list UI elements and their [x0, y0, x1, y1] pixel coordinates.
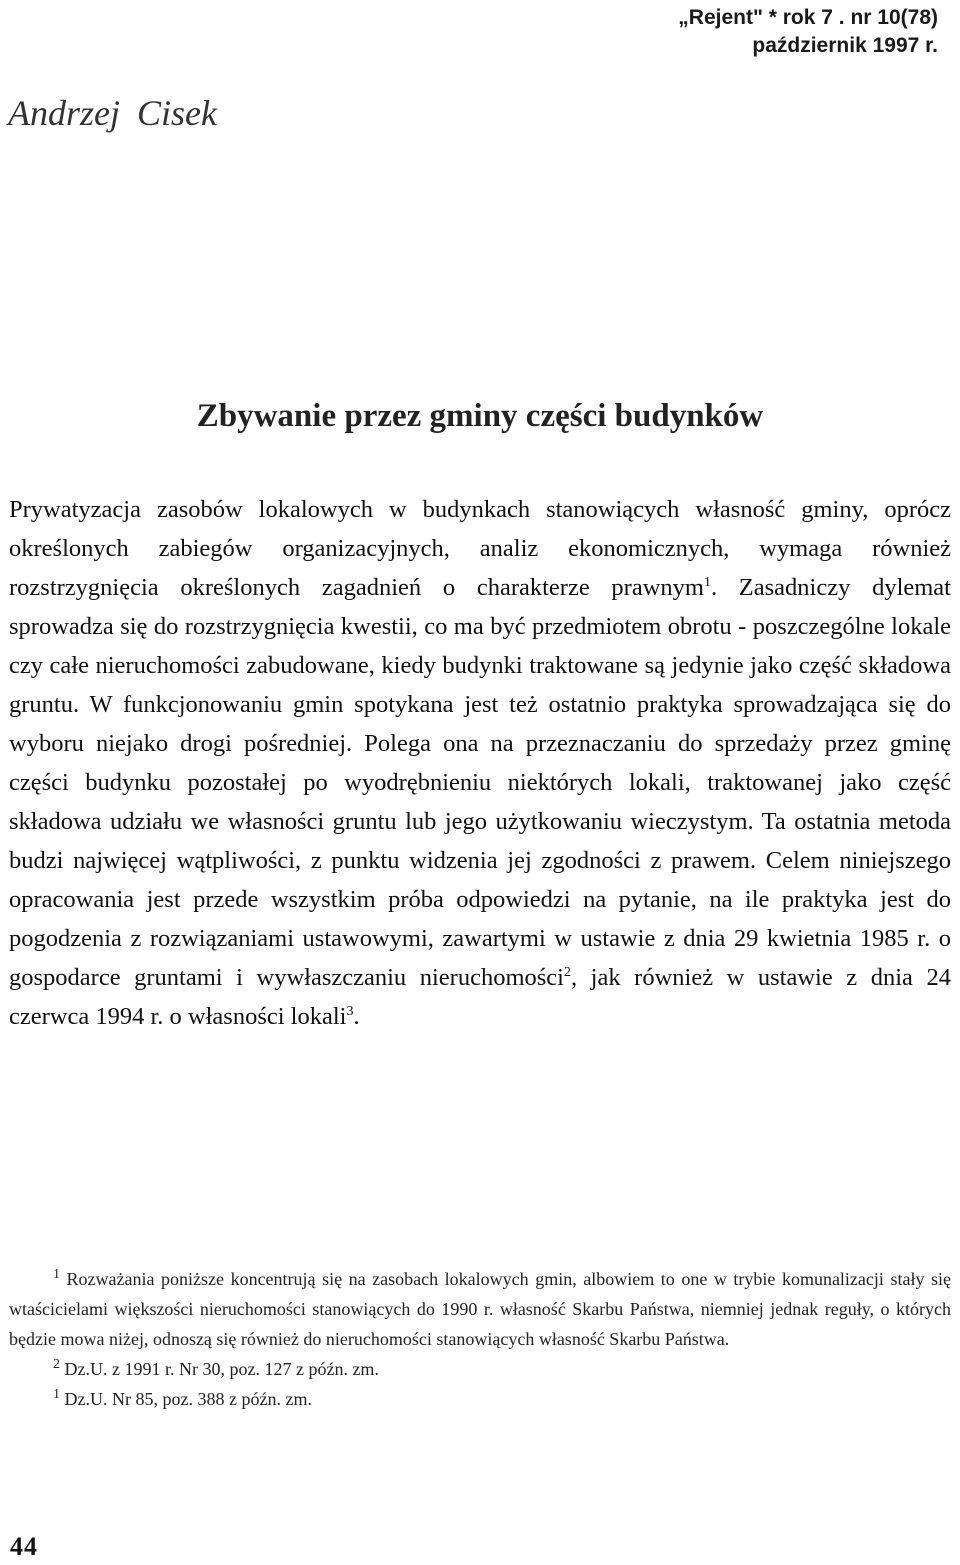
- footnote-1: [9, 1264, 951, 1354]
- footnote-ref-2: 2: [563, 964, 571, 980]
- article-body: [9, 490, 951, 1036]
- footnote-marker: 2: [53, 1357, 60, 1372]
- footnote-text: Rozważania poniższe koncentrują się na zasobach lokalowych gmin, albowiem to one w trybie komunalizacji stały się wtaścicielami większości nieruchomości stanowiących do 1990 r. własność Skarbu Państwa, niemniej jednak reguły, o których będzie mowa niżej, odnoszą się również do nieruchomości stanowiących własność Skarbu Państwa.: [9, 1269, 951, 1349]
- body-text-part-3: , jak również w ustawie z dnia 24 czerwca 1994 r. o własności lokali: [9, 964, 951, 1030]
- author-name: Andrzej Cisek: [8, 93, 217, 133]
- footnotes-section: [9, 1264, 951, 1414]
- footnote-marker: 1: [53, 1387, 60, 1402]
- body-text-part-4: .: [353, 1003, 360, 1030]
- footnote-marker: 1: [53, 1267, 60, 1282]
- footnote-ref-3: 3: [346, 1003, 354, 1019]
- body-text-part-1: Prywatyzacja zasobów lokalowych w budynkach stanowiących własność gminy, oprócz określonych zabiegów organizacyjnych, analiz ekonomicznych, wymaga również rozstrzygnięcia określonych zagadnień o charakterze prawnym: [9, 496, 951, 601]
- page-number: 44: [10, 1532, 38, 1561]
- footnote-text: Dz.U. Nr 85, poz. 388 z późn. zm.: [60, 1389, 312, 1409]
- journal-date-line: październik 1997 r.: [752, 34, 938, 57]
- footnote-ref-1: 1: [703, 574, 711, 590]
- journal-header: [618, 4, 938, 60]
- footnote-3: [9, 1384, 951, 1414]
- journal-issue-line: „Rejent" * rok 7 . nr 10(78): [678, 6, 938, 29]
- body-text-part-2: . Zasadniczy dylemat sprowadza się do rozstrzygnięcia kwestii, co ma być przedmiotem obrotu - poszczególne lokale czy całe nieruchomości zabudowane, kiedy budynki traktowane są jedynie jako część składowa gruntu. W funkcjonowaniu gmin spotykana jest też ostatnio praktyka sprowadzająca się do wyboru niejako drogi pośredniej. Polega ona na przeznaczaniu do sprzedaży przez gminę części budynku pozostałej po wyodrębnieniu niektórych lokali, traktowanej jako część składowa udziału we własności gruntu lub jego użytkowaniu wieczystym. Ta ostatnia metoda budzi najwięcej wątpliwości, z punktu widzenia jej zgodności z prawem. Celem niniejszego opracowania jest przede wszystkim próba odpowiedzi na pytanie, na ile praktyka jest do pogodzenia z rozwiązaniami ustawowymi, zawartymi w ustawie z dnia 29 kwietnia 1985 r. o gospodarce gruntami i wywłaszczaniu nieruchomości: [9, 574, 951, 991]
- footnote-2: [9, 1354, 951, 1384]
- article-title: Zbywanie przez gminy części budynków: [196, 398, 764, 434]
- footnote-text: Dz.U. z 1991 r. Nr 30, poz. 127 z późn. zm.: [60, 1359, 379, 1379]
